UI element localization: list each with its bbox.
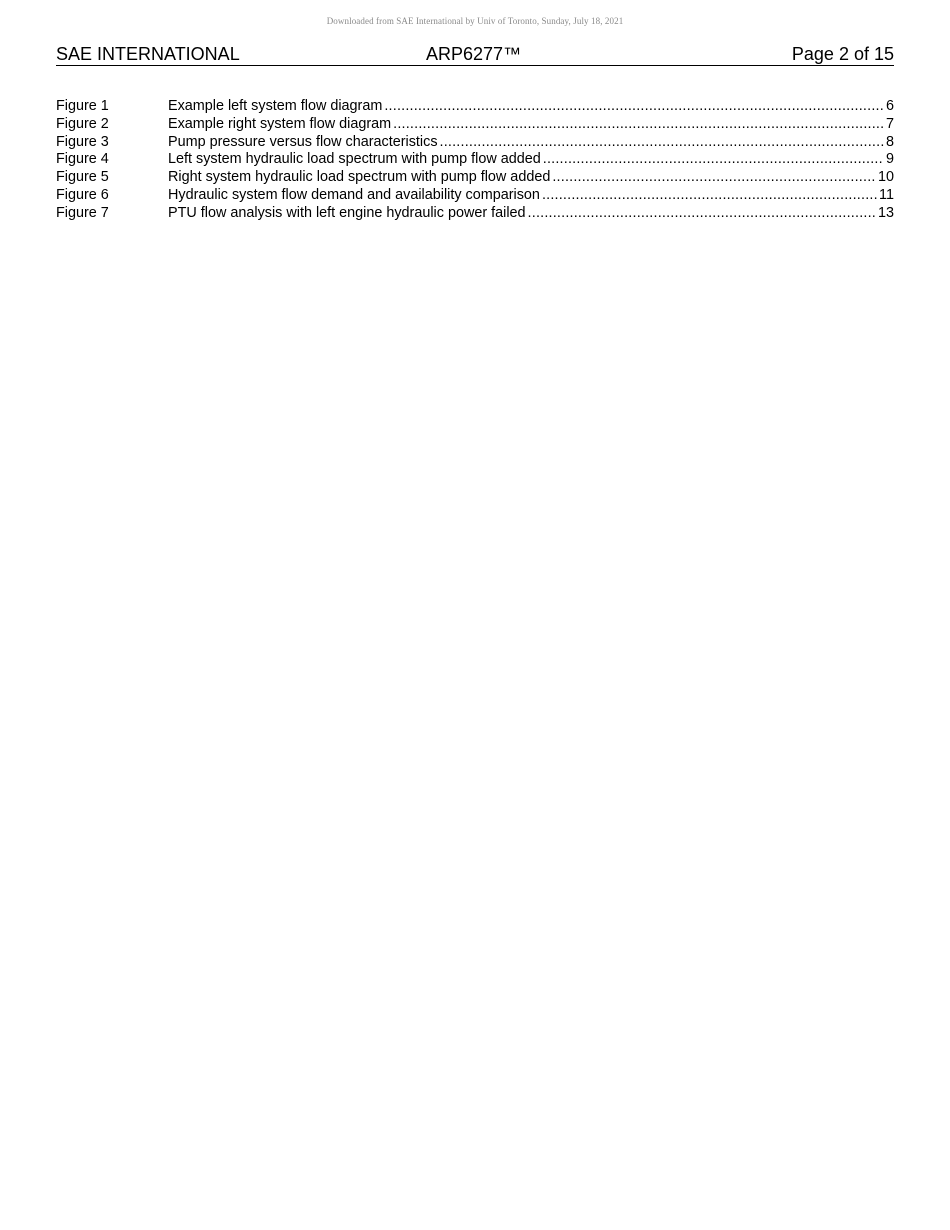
figure-entry-3[interactable] xyxy=(56,134,894,152)
figure-title: Example right system flow diagram xyxy=(168,115,392,132)
figure-label: Figure 7 xyxy=(56,204,109,221)
download-watermark: Downloaded from SAE International by Univ of Toronto, Sunday, July 18, 2021 xyxy=(326,16,624,26)
dot-leader xyxy=(384,98,884,116)
figure-label: Figure 1 xyxy=(56,98,109,114)
figure-title: Left system hydraulic load spectrum with pump flow added xyxy=(168,151,541,168)
figure-label: Figure 3 xyxy=(56,133,109,150)
header-document-number: ARP6277™ xyxy=(426,44,522,64)
dot-leader xyxy=(440,134,884,152)
figure-page-number: 11 xyxy=(879,186,894,203)
dot-leader xyxy=(393,116,884,134)
figure-page-number: 6 xyxy=(885,98,894,114)
figure-page-number: 7 xyxy=(885,115,894,132)
dot-leader xyxy=(552,169,876,187)
figure-entry-7[interactable] xyxy=(56,205,894,223)
figure-title: Hydraulic system flow demand and availability comparison xyxy=(168,186,540,203)
figure-title: PTU flow analysis with left engine hydraulic power failed xyxy=(168,204,526,221)
figure-title: Pump pressure versus flow characteristics xyxy=(168,133,438,150)
figure-entry-6[interactable] xyxy=(56,187,894,205)
figure-label: Figure 6 xyxy=(56,186,109,203)
figure-label: Figure 5 xyxy=(56,169,109,186)
figure-page-number: 9 xyxy=(885,151,894,168)
dot-leader xyxy=(528,205,876,223)
figure-title: Example left system flow diagram xyxy=(168,98,383,114)
figure-label: Figure 2 xyxy=(56,115,109,132)
header-page-info: Page 2 of 15 xyxy=(791,44,894,64)
figure-title: Right system hydraulic load spectrum with pump flow added xyxy=(168,169,551,186)
figure-label: Figure 4 xyxy=(56,151,109,168)
list-of-figures xyxy=(56,98,894,223)
figure-page-number: 13 xyxy=(877,204,894,221)
dot-leader xyxy=(543,151,884,169)
figure-entry-1[interactable] xyxy=(56,98,894,116)
header-organization: SAE INTERNATIONAL xyxy=(56,44,240,64)
figure-entry-4[interactable] xyxy=(56,151,894,169)
figure-entry-2[interactable] xyxy=(56,116,894,134)
page-header xyxy=(56,44,894,66)
figure-page-number: 10 xyxy=(877,169,894,186)
dot-leader xyxy=(542,187,877,205)
figure-page-number: 8 xyxy=(885,133,894,150)
figure-entry-5[interactable] xyxy=(56,169,894,187)
